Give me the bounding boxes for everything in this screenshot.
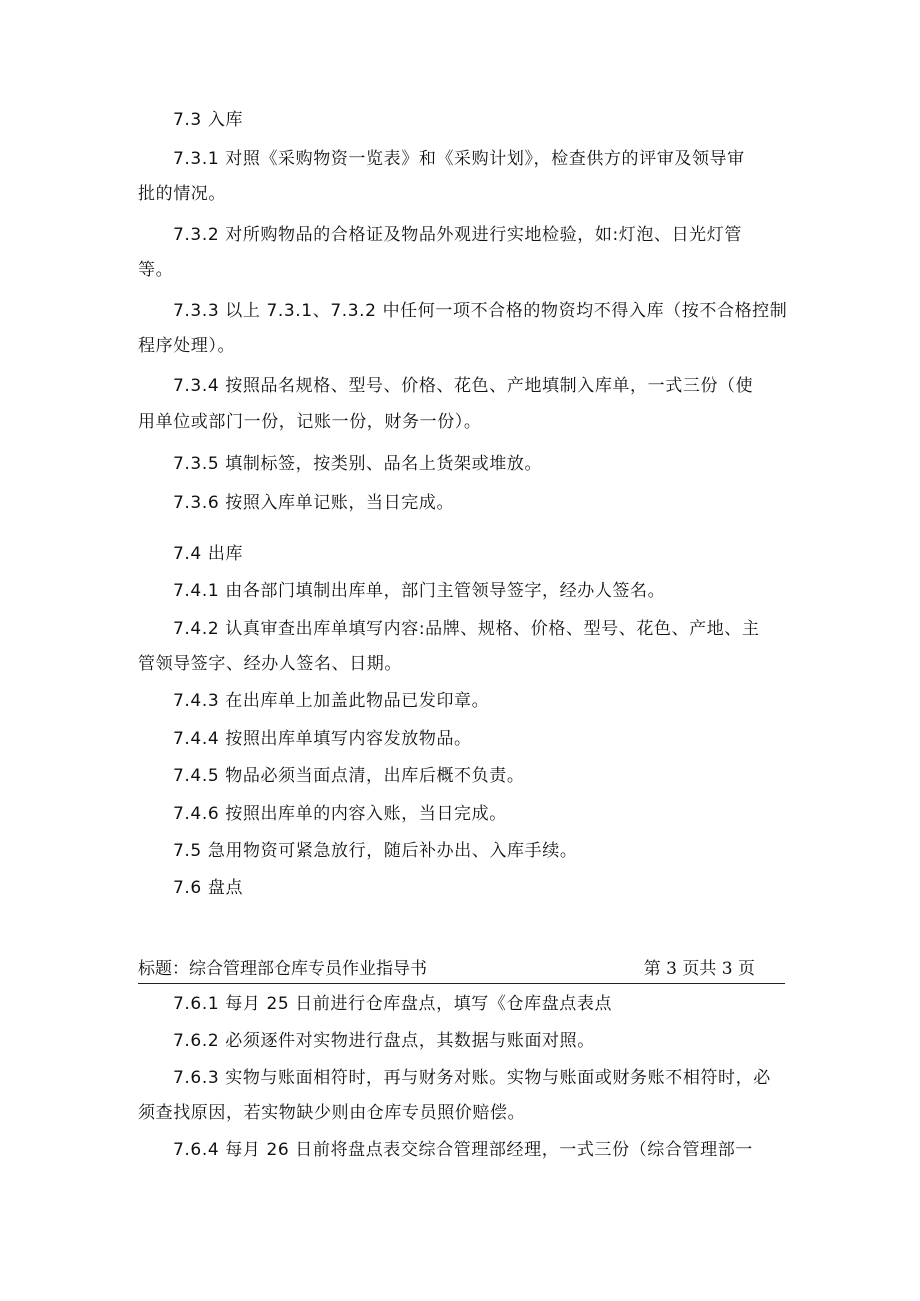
paragraph-7-3-1-line1: 7.3.1 对照《采购物资一览表》和《采购计划》，检查供方的评审及领导审 bbox=[173, 149, 745, 169]
header-page-info: 第 3 页共 3 页 bbox=[643, 959, 755, 979]
paragraph-7-3-4-line1: 7.3.4 按照品名规格、型号、价格、花色、产地填制入库单，一式三份（使 bbox=[173, 376, 754, 396]
page-header bbox=[138, 955, 785, 984]
paragraph-7-5: 7.5 急用物资可紧急放行，随后补办出、入库手续。 bbox=[173, 841, 578, 861]
paragraph-7-6-1: 7.6.1 每月 25 日前进行仓库盘点，填写《仓库盘点表点 bbox=[173, 994, 613, 1014]
paragraph-7-4-3: 7.4.3 在出库单上加盖此物品已发印章。 bbox=[173, 691, 490, 711]
paragraph-7-4-2-line2: 管领导签字、经办人签名、日期。 bbox=[138, 654, 402, 674]
paragraph-7-3-2-line2: 等。 bbox=[138, 260, 174, 280]
paragraph-7-6-3-line1: 7.6.3 实物与账面相符时，再与财务对账。实物与账面或财务账不相符时，必 bbox=[173, 1068, 771, 1088]
paragraph-7-4-4: 7.4.4 按照出库单填写内容发放物品。 bbox=[173, 729, 472, 749]
paragraph-7-3-4-line2: 用单位或部门一份，记账一份，财务一份）。 bbox=[138, 412, 482, 432]
section-7-4-heading: 7.4 出库 bbox=[173, 544, 244, 564]
paragraph-7-4-5: 7.4.5 物品必须当面点清，出库后概不负责。 bbox=[173, 766, 525, 786]
paragraph-7-6-2: 7.6.2 必须逐件对实物进行盘点，其数据与账面对照。 bbox=[173, 1031, 595, 1051]
paragraph-7-3-3-line1: 7.3.3 以上 7.3.1、7.3.2 中任何一项不合格的物资均不得入库（按不合格控制 bbox=[173, 301, 788, 321]
paragraph-7-4-2-line1: 7.4.2 认真审查出库单填写内容:品牌、规格、价格、型号、花色、产地、主 bbox=[173, 619, 760, 639]
paragraph-7-3-3-line2: 程序处理）。 bbox=[138, 336, 236, 356]
paragraph-7-3-2-line1: 7.3.2 对所购物品的合格证及物品外观进行实地检验，如:灯泡、日光灯管 bbox=[173, 225, 742, 245]
paragraph-7-4-1: 7.4.1 由各部门填制出库单，部门主管领导签字，经办人签名。 bbox=[173, 581, 666, 601]
paragraph-7-3-1-line2: 批的情况。 bbox=[138, 184, 226, 204]
section-7-3-heading: 7.3 入库 bbox=[173, 110, 244, 130]
section-7-6-heading: 7.6 盘点 bbox=[173, 878, 244, 898]
header-title: 标题：综合管理部仓库专员作业指导书 bbox=[138, 959, 427, 979]
paragraph-7-6-3-line2: 须查找原因，若实物缺少则由仓库专员照价赔偿。 bbox=[138, 1103, 526, 1123]
paragraph-7-3-5: 7.3.5 填制标签，按类别、品名上货架或堆放。 bbox=[173, 454, 543, 474]
paragraph-7-6-4-line1: 7.6.4 每月 26 日前将盘点表交综合管理部经理，一式三份（综合管理部一 bbox=[173, 1140, 753, 1160]
paragraph-7-4-6: 7.4.6 按照出库单的内容入账，当日完成。 bbox=[173, 804, 507, 824]
paragraph-7-3-6: 7.3.6 按照入库单记账，当日完成。 bbox=[173, 493, 455, 513]
